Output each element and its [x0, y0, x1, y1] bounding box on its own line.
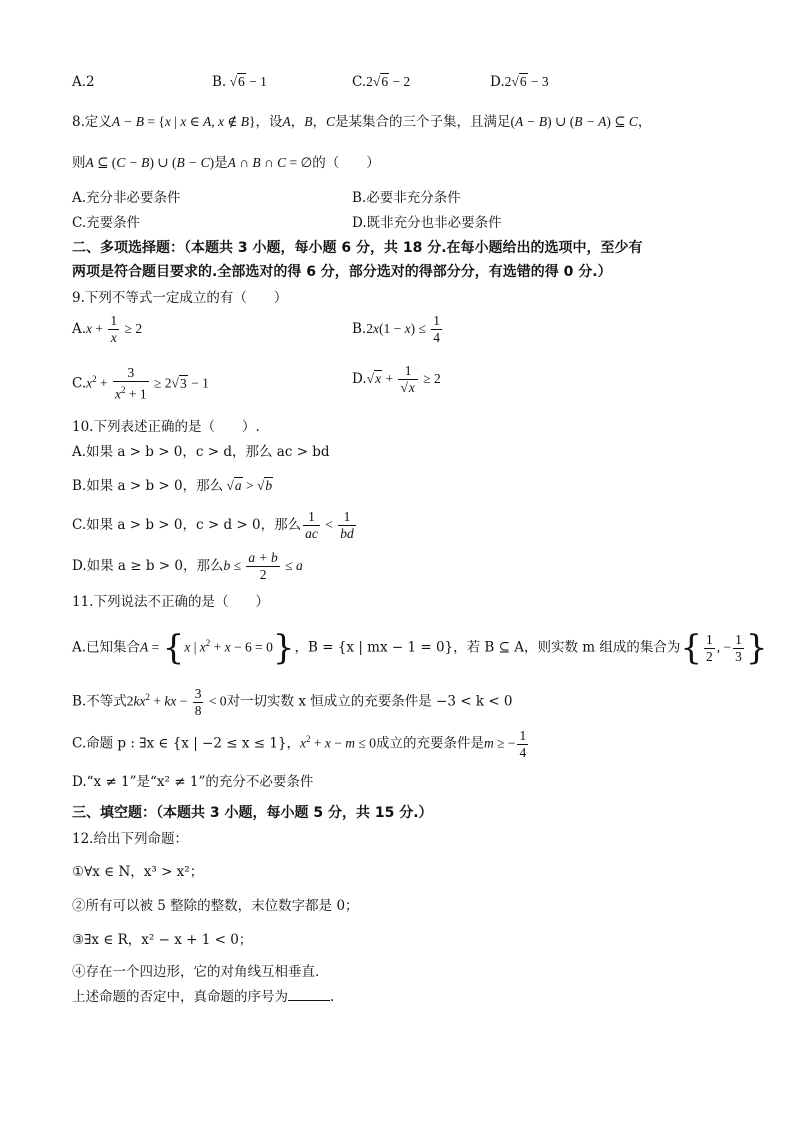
q8-option-a: A.充分非必要条件	[72, 190, 181, 206]
q10-option-a: A.如果 a > b > 0，c > d，那么 ac > bd	[72, 444, 330, 460]
q8-stem-line2: 则A ⊆ (C − B) ∪ (B − C)是A ∩ B ∩ C = ∅的（ ）	[72, 155, 380, 171]
q10-option-c: C.如果 a > b > 0，c > d > 0，那么 $\frac{1}{ac}$ < $\frac{1}{bd}$	[72, 509, 354, 541]
q10-stem: 10.下列表述正确的是（ ）.	[72, 419, 260, 435]
q12-question: 上述命题的否定中，真命题的序号为 .	[72, 989, 335, 1005]
q11-option-a: A.已知集合A = {x | $x^2 + x - 6 = 0$}，B = {x | mx − 1 = 0}，若 B ⊆ A，则实数 m 组成的集合为{ $\frac{1}{2}$ , − $\frac{1}{3}$ }	[72, 628, 768, 668]
section-2-heading-line2: 两项是符合题目要求的.全部选对的得 6 分，部分选对的得部分分，有选错的得 0 分.）	[72, 264, 612, 280]
q11-option-b: B.不等式$2kx^2$ + kx − $\frac{3}{8}$ < 0对一切实数 x 恒成立的充要条件是 −3 < k < 0	[72, 685, 513, 718]
q9-stem: 9.下列不等式一定成立的有（ ）	[72, 290, 288, 306]
q7-option-d: D.2√6 − 3	[490, 74, 549, 90]
q12-proposition-4: ④存在一个四边形，它的对角线互相垂直.	[72, 964, 320, 980]
q12-proposition-2: ②所有可以被 5 整除的整数，末位数字都是 0；	[72, 898, 359, 914]
q9-option-a: A.x + $\frac{1}{x}$ ≥ 2	[72, 313, 143, 345]
q7-option-a: A.2	[72, 74, 95, 90]
q9-option-b: B.2x(1 − x) ≤ $\frac{1}{4}$	[352, 313, 440, 345]
q9-option-c: $C.x^2$ + $\frac{3}{x^2 + 1}$ ≥ 2√3 − 1	[72, 365, 209, 402]
answer-blank[interactable]	[288, 988, 330, 1001]
q8-stem-line1: 8.定义A − B = {x | x ∈ A, x ∉ B}，设A，B，C是某集合的三个子集，且满足(A − B) ∪ (B − A) ⊆ C，	[72, 114, 652, 130]
q12-stem: 12.给出下列命题：	[72, 831, 188, 847]
q9-option-d: D.√x + $\frac{1}{√x}$ ≥ 2	[352, 363, 441, 395]
q11-stem: 11.下列说法不正确的是（ ）	[72, 594, 269, 610]
section-3-heading: 三、填空题：（本题共 3 小题，每小题 5 分，共 15 分.）	[72, 805, 433, 821]
q10-option-b: B.如果 a > b > 0，那么 √a > √b	[72, 478, 273, 494]
section-2-heading-line1: 二、多项选择题：（本题共 3 小题，每小题 6 分，共 18 分.在每小题给出的选项中，至少有	[72, 240, 643, 256]
q12-proposition-3: ③∃x ∈ R，x² − x + 1 < 0；	[72, 932, 253, 948]
q11-option-c: C.命题 p : ∃x ∈ {x | −2 ≤ x ≤ 1}，$x^2 + x - m \le 0$成立的充要条件是m ≥ − $\frac{1}{4}$	[72, 727, 527, 760]
q10-option-d: D.如果 a ≥ b > 0，那么b ≤ $\frac{a + b}{2}$ ≤ a	[72, 550, 303, 582]
q8-option-d: D.既非充分也非必要条件	[352, 215, 502, 231]
q8-option-c: C.充要条件	[72, 215, 141, 231]
q11-option-d: D.“x ≠ 1”是“x² ≠ 1”的充分不必要条件	[72, 774, 314, 790]
q8-option-b: B.必要非充分条件	[352, 190, 461, 206]
q12-proposition-1: ①∀x ∈ N，x³ > x²；	[72, 864, 204, 880]
q7-option-c: C.2√6 − 2	[352, 74, 411, 90]
q7-option-b: B. √6 − 1	[212, 74, 267, 90]
